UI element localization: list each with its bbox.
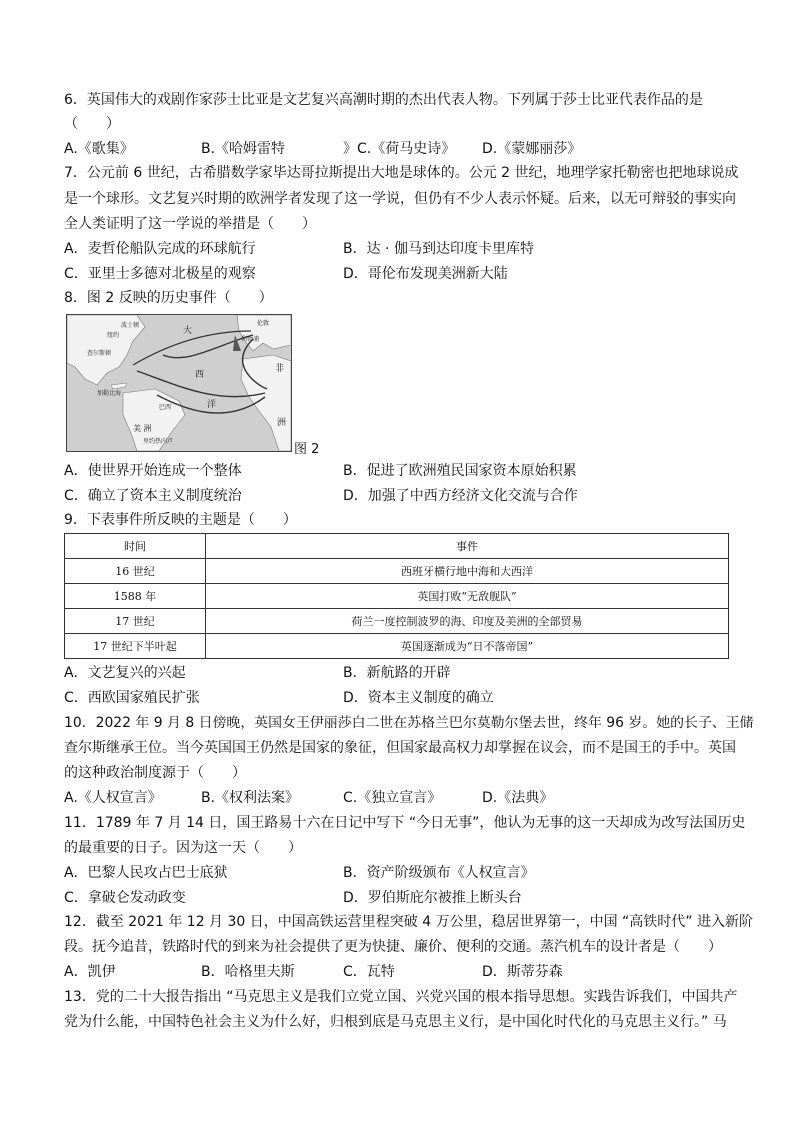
figure-2-label: 图 2 [294,442,320,457]
q9-option-c: C．西欧国家殖民扩张 [64,690,200,706]
q7-option-a: A．麦哲伦船队完成的环球航行 [64,241,256,257]
q9-option-a: A．文艺复兴的兴起 [64,665,186,681]
table-cell-event: 英国打败“无敌舰队” [206,584,729,609]
table-row [65,609,729,634]
map-label-rio: 里约热内卢 [143,438,174,445]
events-table [64,533,729,659]
map-label-fei: 非 [275,364,285,374]
table-header-event: 事件 [206,534,729,559]
q8-option-a: A．使世界开始连成一个整体 [64,463,242,479]
table-header-time: 时间 [65,534,206,559]
q8-option-c: C．确立了资本主义制度统治 [64,488,242,504]
q8-option-d: D．加强了中西方经济文化交流与合作 [343,488,578,504]
q7-stem-line3: 全人类证明了这一学说的举措是（ ） [64,216,316,232]
q10-stem-line3: 的这种政治制度源于（ ） [64,765,246,781]
q12-option-c: C．瓦特 [343,964,395,980]
q13-stem-line2: 党为什么能，中国特色社会主义为什么好，归根到底是马克思主义行，是中国化时代化的马克思主义行。” 马 [64,1014,727,1030]
q10-stem-line2: 查尔斯继承王位。当今英国国王仍然是国家的象征，但国家最高权力却掌握在议会，而不是国王的手中。英国 [64,740,736,756]
q7-option-d: D．哥伦布发现美洲新大陆 [343,266,508,282]
q7-stem-line2: 是一个球形。文艺复兴时期的欧洲学者发现了这一学说，但仍有不少人表示怀疑。后来，以无可辩驳的事实向 [64,191,736,207]
table-cell-event: 西班牙横行地中海和大西洋 [206,559,729,584]
table-cell-event: 荷兰一度控制波罗的海、印度及美洲的全部贸易 [206,609,729,634]
table-header-row [65,534,729,559]
q11-option-d: D．罗伯斯庇尔被推上断头台 [343,890,522,906]
q10-stem-line1: 10．2022 年 9 月 8 日傍晚，英国女王伊丽莎白二世在苏格兰巴尔莫勒尔堡去世，终年 96 岁。她的长子、王储 [64,715,754,731]
q10-option-a: A.《人权宣言》 [64,790,162,806]
q6-option-b: B.《哈姆雷特 [201,141,286,157]
map-label-boston: 波士顿 [121,322,140,329]
q7-stem-line1: 7．公元前 6 世纪，古希腊数学家毕达哥拉斯提出大地是球体的。公元 2 世纪，地理学家托勒密也把地球说成 [64,165,739,181]
map-label-meizhou: 美 洲 [133,424,152,433]
table-row [65,584,729,609]
q10-option-c: C.《独立宣言》 [343,790,442,806]
map-label-newyork: 纽约 [107,332,120,339]
q12-option-a: A．凯伊 [64,964,116,980]
q9-option-d: D．资本主义制度的确立 [343,690,494,706]
q13-stem-line1: 13．党的二十大报告指出 “马克思主义是我们立党立国、兴党兴国的根本指导思想。实践告诉我们，中国共产 [64,989,738,1005]
q11-option-b: B．资产阶级颁布《人权宣言》 [343,865,535,881]
table-row [65,634,729,659]
table-row [65,559,729,584]
q8-stem: 8．图 2 反映的历史事件（ ） [64,290,273,306]
map-label-london: 伦敦 [257,320,270,327]
map-label-da: 大 [183,326,193,336]
map-svg [67,315,291,451]
triangular-trade-map [66,314,292,452]
map-label-charleston: 查尔斯顿 [87,350,112,357]
q12-stem-line1: 12．截至 2021 年 12 月 30 日，中国高铁运营里程突破 4 万公里，稳居世界第一，中国 “高铁时代” 进入新阶 [64,914,753,930]
map-label-zhou: 洲 [277,418,287,428]
table-cell-time: 1588 年 [65,584,206,609]
q10-option-d: D.《法典》 [482,790,554,806]
map-label-yang: 洋 [207,400,217,410]
q6-stem-line2: （ ） [64,116,120,132]
q10-option-b: B.《权利法案》 [201,790,300,806]
table-cell-time: 16 世纪 [65,559,206,584]
map-label-xi: 西 [195,370,205,380]
q7-option-b: B．达 · 伽马到达印度卡里库特 [343,241,534,257]
map-label-caribbean: 加勒比海 [97,390,122,397]
q11-option-a: A．巴黎人民攻占巴士底狱 [64,865,228,881]
table-cell-time: 17 世纪下半叶起 [65,634,206,659]
q8-option-b: B．促进了欧洲殖民国家资本原始积累 [343,463,577,479]
table-cell-time: 17 世纪 [65,609,206,634]
table-cell-event: 英国逐渐成为“日不落帝国” [206,634,729,659]
map-label-brazil: 巴西 [159,404,172,411]
q6-option-d: D.《蒙娜丽莎》 [482,141,582,157]
q9-option-b: B．新航路的开辟 [343,665,451,681]
q12-stem-line2: 段。抚今追昔，铁路时代的到来为社会提供了更为快捷、廉价、便利的交通。蒸汽机车的设计者是（ ） [64,939,722,955]
q12-option-d: D．斯蒂芬森 [482,964,563,980]
q6-stem-line1: 6．英国伟大的戏剧作家莎士比亚是文艺复兴高潮时期的杰出代表人物。下列属于莎士比亚代表作品的是 [64,92,703,108]
q6-option-a: A.《歌集》 [64,141,134,157]
q9-stem: 9．下表事件所反映的主题是（ ） [64,512,297,528]
map-label-liverpool: 利物浦 [241,336,260,343]
q11-stem-line1: 11．1789 年 7 月 14 日，国王路易十六在日记中写下 “今日无事”，他认为无事的这一天却成为改写法国历史 [64,815,746,831]
q11-stem-line2: 的最重要的日子。因为这一天（ ） [64,840,302,856]
q7-option-c: C．亚里士多德对北极星的观察 [64,266,256,282]
q11-option-c: C．拿破仑发动政变 [64,890,186,906]
q6-option-c: 》C.《荷马史诗》 [343,141,456,157]
q12-option-b: B．哈格里夫斯 [201,964,295,980]
